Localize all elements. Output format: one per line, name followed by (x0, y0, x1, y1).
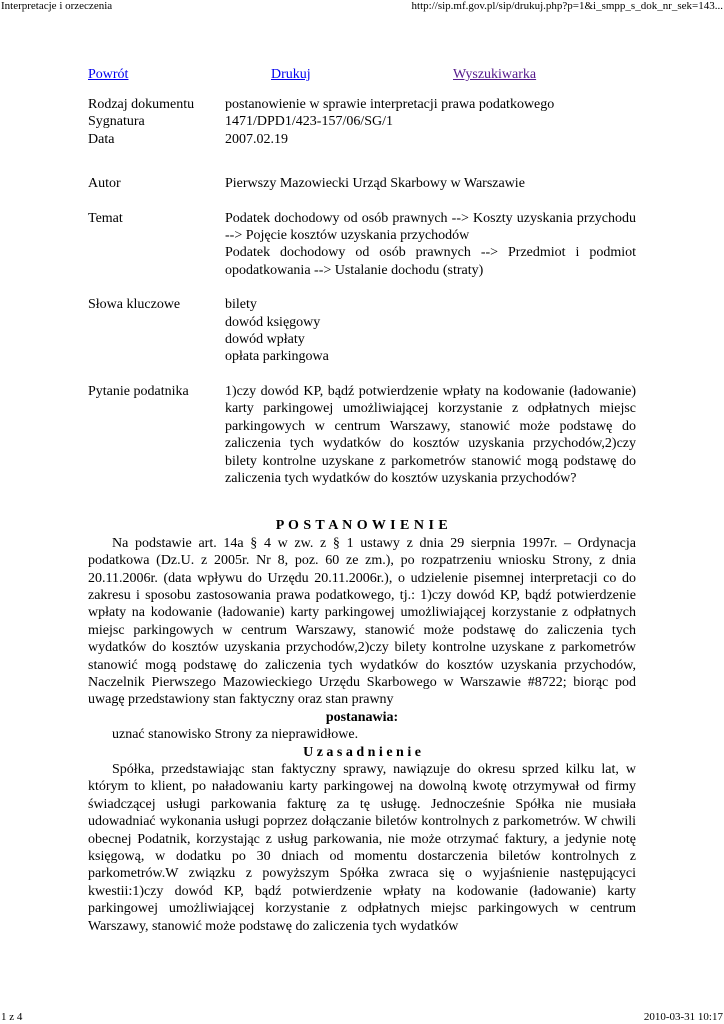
slowa-values (225, 296, 636, 366)
temat-values (225, 210, 636, 280)
print-link[interactable]: Drukuj (271, 67, 311, 82)
sygnatura-value: 1471/DPD1/423-157/06/SG/1 (225, 114, 394, 130)
pytanie-value: 1)czy dowód KP, bądź potwierdzenie wpłaty na kodowanie (ładowanie) karty parkingowej umożliwiającej korzystanie z odpłatnych miejsc parkingowych w centrum Warszawy, stanowić może podstawę do zaliczenia tych wydatków do kosztów uzyskania przychodów,2)czy bilety kontrolne uzyskane z parkometrów stanowić mogą podstawę do zaliczenia tych wydatków do kosztów uzyskania przychodów? (225, 383, 636, 486)
uzasadnienie-heading: U z a s a d n i e n i e (303, 744, 421, 760)
meta-row-autor (88, 175, 636, 192)
keyword: dowód księgowy (225, 314, 321, 330)
page-url: http://sip.mf.gov.pl/sip/drukuj.php?p=1&i_smpp_s_dok_nr_sek=143... (411, 0, 723, 12)
meta-row-rodzaj (88, 96, 636, 113)
keyword: opłata parkingowa (225, 349, 329, 365)
meta-row-pytanie (88, 383, 636, 487)
meta-row-temat (88, 210, 636, 280)
temat-value: Podatek dochodowy od osób prawnych --> Koszty uzyskania przychodu --> Pojęcie kosztów uzyskania przychodów (225, 210, 636, 244)
back-link[interactable]: Powrót (88, 67, 129, 82)
intro-paragraph: Na podstawie art. 14a § 4 w zw. z § 1 ustawy z dnia 29 sierpnia 1997r. – Ordynacja podatkowa (Dz.U. z 2005r. Nr 8, poz. 60 ze zm.), po rozpatrzeniu wniosku Strony, z dnia 20.11.2006r. (data wpływu do Urzędu 20.11.2006r.), o udzielenie pisemnej interpretacji co do zakresu i sposobu zastosowania prawa podatkowego, tj.: 1)czy dowód KP, bądź potwierdzenie wpłaty na kodowanie (ładowanie) karty parkingowej umożliwiającej korzystanie z odpłatnych miejsc parkingowych w centrum Warszawy, stanowić może podstawę do zaliczenia tych wydatków do kosztów uzyskania przychodów,2)czy bilety kontrolne uzyskane z parkometrów stanowić mogą podstawę do zaliczenia tych wydatków do kosztów uzyskania przychodów, Naczelnik Pierwszego Mazowieckiego Urzędu Skarbowego w Warszawie #8722; biorąc pod uwagę przedstawiony stan faktyczny oraz stan prawny (88, 535, 636, 708)
meta-row-slowa (88, 296, 636, 366)
rodzaj-label: Rodzaj dokumentu (88, 97, 195, 112)
meta-row-data (88, 131, 636, 148)
temat-value: Podatek dochodowy od osób prawnych --> Przedmiot i podmiot opodatkowania --> Ustalanie dochodu (straty) (225, 245, 636, 278)
document-content (88, 96, 636, 935)
keyword: bilety (225, 297, 257, 313)
data-value: 2007.02.19 (225, 131, 288, 147)
sygnatura-label: Sygnatura (88, 114, 145, 130)
page-title: Interpretacje i orzeczenia (1, 0, 113, 12)
data-label: Data (88, 131, 115, 147)
search-link[interactable]: Wyszukiwarka (453, 67, 537, 82)
temat-label: Temat (88, 210, 123, 226)
decision-text: uznać stanowisko Strony za nieprawidłowe. (112, 727, 359, 743)
autor-label: Autor (88, 176, 121, 192)
postanawia-heading: postanawia: (325, 709, 399, 725)
slowa-label: Słowa kluczowe (88, 297, 181, 313)
pytanie-label: Pytanie podatnika (88, 383, 189, 399)
rodzaj-value: postanowienie w sprawie interpretacji prawa podatkowego (225, 97, 555, 112)
document-heading: P O S T A N O W I E N I E (275, 518, 449, 534)
uzasadnienie-paragraph: Spółka, przedstawiając stan faktyczny sprawy, nawiązuje do okresu sprzed kilku lat, w którym to klient, po naładowaniu karty parkingowej na dowolną kwotę otrzymywał od firmy świadczącej usługi parkowania fakturę za tę usługę. Jednocześnie Spółka nie musiała udowadniać wykonania usługi poprzez dołączanie biletów kontrolnych z parkometrów. W chwili obecnej Podatnik, korzystając z usług parkowania, nie może otrzymać faktury, a jedynie notę księgową, w dodatku po 30 dniach od momentu dostarczenia biletów kontrolnych z parkometrów.W związku z powyższym Spółka zwraca się o wyjaśnienie następującyci kwestii:1)czy dowód KP, bądź potwierdzenie wpłaty na kodowanie (ładowanie) karty parkingowej umożliwiającej korzystanie z odpłatnych miejsc parkingowych w centrum Warszawy, stanowić może podstawę do zaliczenia tych wydatków (88, 762, 636, 934)
keyword: dowód wpłaty (225, 332, 305, 348)
autor-value: Pierwszy Mazowiecki Urząd Skarbowy w Warszawie (225, 176, 525, 192)
print-timestamp: 2010-03-31 10:17 (643, 1011, 723, 1023)
meta-row-sygnatura (88, 113, 636, 130)
page-counter: 1 z 4 (1, 1011, 23, 1023)
